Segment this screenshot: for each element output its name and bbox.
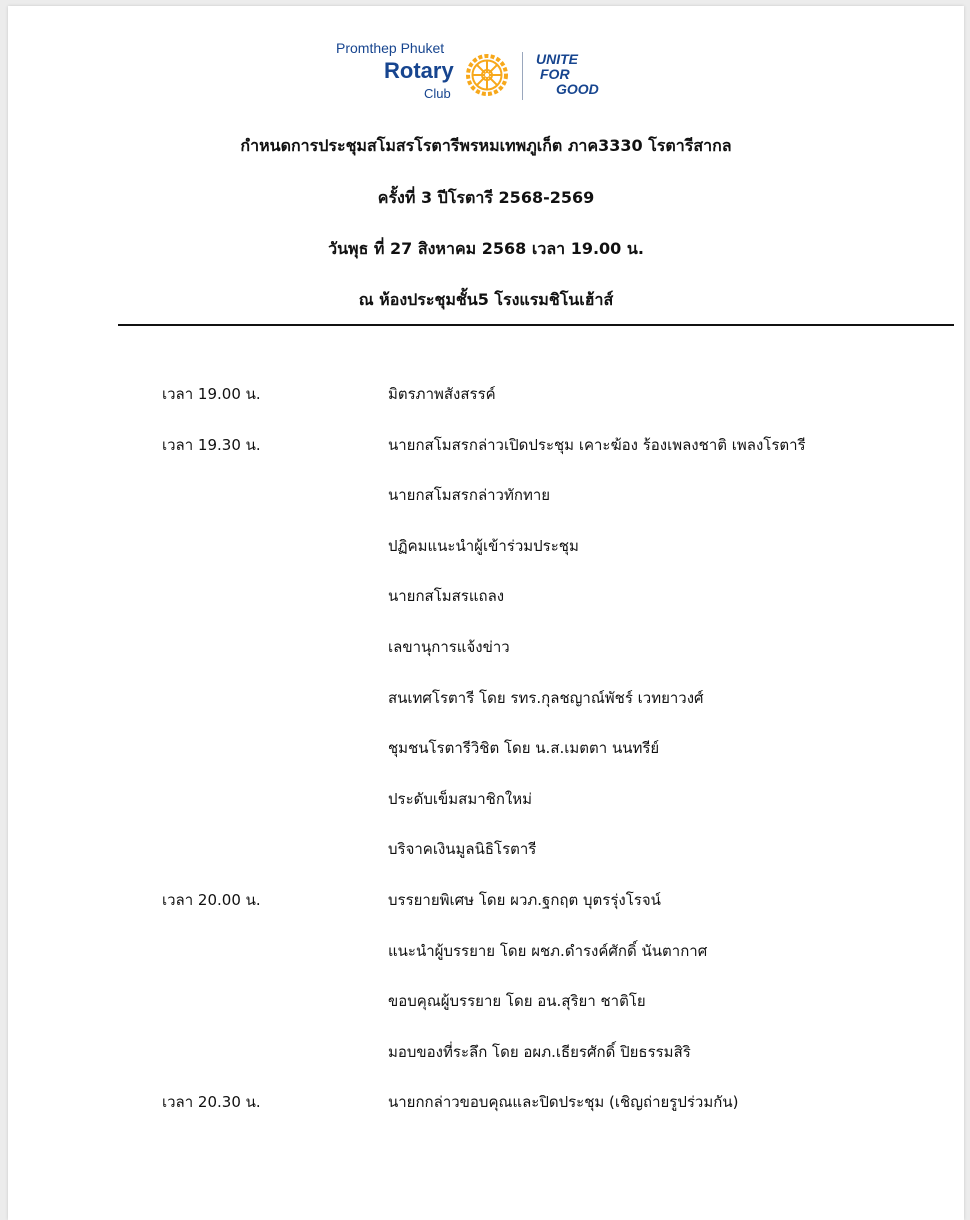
agenda-row: [8, 686, 964, 716]
agenda-row: [8, 483, 964, 513]
agenda-row: [8, 534, 964, 564]
agenda-time: เวลา 20.30 น.: [162, 1093, 261, 1112]
agenda-item: นายกสโมสรกล่าวเปิดประชุม เคาะฆ้อง ร้องเพลงชาติ เพลงโรตารี: [388, 435, 806, 454]
agenda-row: [8, 787, 964, 817]
agenda-row: [8, 382, 964, 412]
agenda-item: นายกสโมสรแถลง: [388, 587, 505, 606]
agenda-row: [8, 1040, 964, 1070]
agenda-item: ขอบคุณผู้บรรยาย โดย อน.สุริยา ชาติโย: [388, 992, 646, 1011]
agenda-item: ปฏิคมแนะนำผู้เข้าร่วมประชุม: [388, 536, 579, 555]
agenda-item: มอบของที่ระลึก โดย อผภ.เธียรศักดิ์ ปิยธรรมสิริ: [388, 1042, 691, 1061]
agenda-row: [8, 635, 964, 665]
agenda-item: เลขานุการแจ้งข่าว: [388, 638, 510, 656]
agenda-row: [8, 1090, 964, 1120]
agenda-item: สนเทศโรตารี โดย รทร.กุลชญาณ์พัชร์ เวทยาวงศ์: [388, 688, 704, 707]
agenda-item: ชุมชนโรตารีวิชิต โดย น.ส.เมตตา นนทรีย์: [388, 739, 660, 758]
agenda-item: นายกสโมสรกล่าวทักทาย: [388, 486, 551, 505]
agenda-item: บรรยายพิเศษ โดย ผวภ.ฐกฤต บุตรรุ่งโรจน์: [388, 891, 661, 909]
agenda-time: เวลา 19.30 น.: [162, 435, 261, 454]
tagline-line: FOR: [540, 66, 570, 82]
agenda-row: [8, 584, 964, 614]
agenda-time: เวลา 19.00 น.: [162, 385, 261, 403]
rotary-club-logo: [336, 40, 616, 106]
tagline-line: GOOD: [556, 81, 599, 97]
logo-club-label: Club: [424, 86, 451, 101]
rotary-wheel-icon: [464, 52, 510, 98]
meeting-number: ครั้งที่ 3 ปีโรตารี 2568-2569: [377, 188, 595, 207]
agenda-item: มิตรภาพสังสรรค์: [388, 385, 496, 403]
logo-club-name: Promthep Phuket: [336, 40, 445, 56]
agenda-time: เวลา 20.00 น.: [162, 891, 261, 909]
agenda-item: บริจาคเงินมูลนิธิโรตารี: [388, 840, 537, 859]
logo-tagline: [536, 52, 599, 97]
meeting-title: กำหนดการประชุมสโมสรโรตารีพรหมเทพภูเก็ต ภาค3330 โรตารีสากล: [240, 136, 732, 155]
agenda-row: [8, 939, 964, 969]
agenda-item: ประดับเข็มสมาชิกใหม่: [388, 789, 532, 808]
tagline-line: UNITE: [536, 51, 578, 67]
meeting-date-time: วันพุธ ที่ 27 สิงหาคม 2568 เวลา 19.00 น.: [328, 239, 644, 258]
agenda-item: นายกกล่าวขอบคุณและปิดประชุม (เชิญถ่ายรูปร่วมกัน): [388, 1093, 739, 1112]
logo-divider: [522, 52, 523, 100]
header-divider: [118, 324, 954, 326]
agenda-row: [8, 888, 964, 918]
agenda-row: [8, 989, 964, 1019]
document-page: [8, 6, 964, 1220]
meeting-venue: ณ ห้องประชุมชั้น5 โรงแรมชิโนเฮ้าส์: [358, 290, 614, 309]
agenda-row: [8, 736, 964, 766]
agenda-row: [8, 433, 964, 463]
agenda-item: แนะนำผู้บรรยาย โดย ผชภ.ดำรงค์ศักดิ์ นันตากาศ: [388, 941, 708, 960]
agenda-row: [8, 837, 964, 867]
logo-rotary-wordmark: Rotary: [384, 58, 454, 83]
